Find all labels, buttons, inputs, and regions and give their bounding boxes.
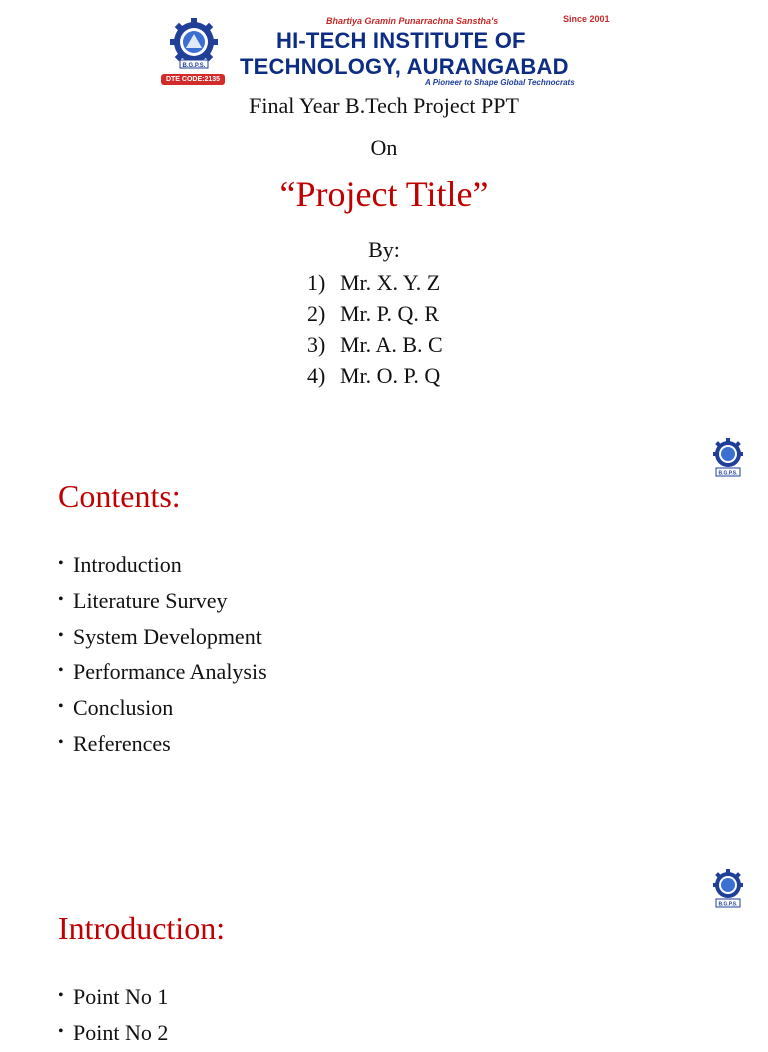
emblem-label: B.G.P.S. [718,901,738,908]
title-slide [0,0,768,420]
bgps-emblem-icon [710,438,746,478]
introduction-slide [0,864,768,1045]
member-number: 2) [307,301,326,326]
member-number: 1) [307,270,326,295]
bullet-dot-icon: • [58,555,64,572]
emblem-label: B.G.P.S. [718,470,738,477]
introduction-list [58,980,168,1052]
since-label: Since 2001 [563,14,610,24]
list-item-label: Performance Analysis [73,659,267,685]
member-number: 4) [307,363,326,388]
list-item [58,584,267,620]
member-name: Mr. P. Q. R [340,301,440,326]
list-item-label: System Development [73,623,262,649]
list-item [58,620,267,656]
member-list [307,267,443,391]
member-item [307,329,443,360]
member-name: Mr. X. Y. Z [340,270,441,295]
bgps-emblem-icon [710,869,746,909]
member-name: Mr. O. P. Q [340,363,441,388]
emblem-label: B.G.P.S. [182,63,206,69]
introduction-heading: Introduction: [58,910,226,946]
list-item-label: Point No 2 [73,1019,169,1045]
bullet-dot-icon: • [58,590,64,608]
bullet-dot-icon: • [58,698,64,716]
member-number: 3) [307,332,326,357]
list-item-label: References [73,730,171,756]
bgps-emblem-icon [164,18,224,70]
member-item [307,360,443,391]
list-item-label: Introduction [73,552,182,577]
list-item-label: Conclusion [73,695,174,721]
list-item-label: Point No 1 [73,984,169,1009]
contents-slide [0,432,768,864]
bullet-dot-icon: • [58,662,64,680]
list-item [58,980,168,1016]
ppt-subtitle: Final Year B.Tech Project PPT [249,93,519,118]
bullet-dot-icon: • [58,733,64,751]
institute-name-line1: HI-TECH INSTITUTE OF [276,28,526,53]
institute-tagline: A Pioneer to Shape Global Technocrats [425,78,575,87]
project-title: “Project Title” [279,174,489,214]
on-label: On [370,135,398,160]
list-item [58,655,267,691]
list-item [58,548,267,584]
list-item [58,727,267,763]
contents-list [58,548,267,763]
dte-code-badge: DTE CODE:2135 [161,74,225,85]
institute-name-line2: TECHNOLOGY, AURANGABAD [240,54,569,79]
member-item [307,298,443,329]
by-label: By: [368,237,400,262]
contents-heading: Contents: [58,478,181,514]
list-item [58,1016,168,1052]
list-item-label: Literature Survey [73,587,228,613]
society-name: Bhartiya Gramin Punarrachna Sanstha's [326,16,499,26]
member-name: Mr. A. B. C [340,332,443,357]
bullet-dot-icon: • [58,626,64,644]
list-item [58,691,267,727]
bullet-dot-icon: • [58,1022,64,1040]
member-item [307,267,443,298]
bullet-dot-icon: • [58,987,64,1004]
